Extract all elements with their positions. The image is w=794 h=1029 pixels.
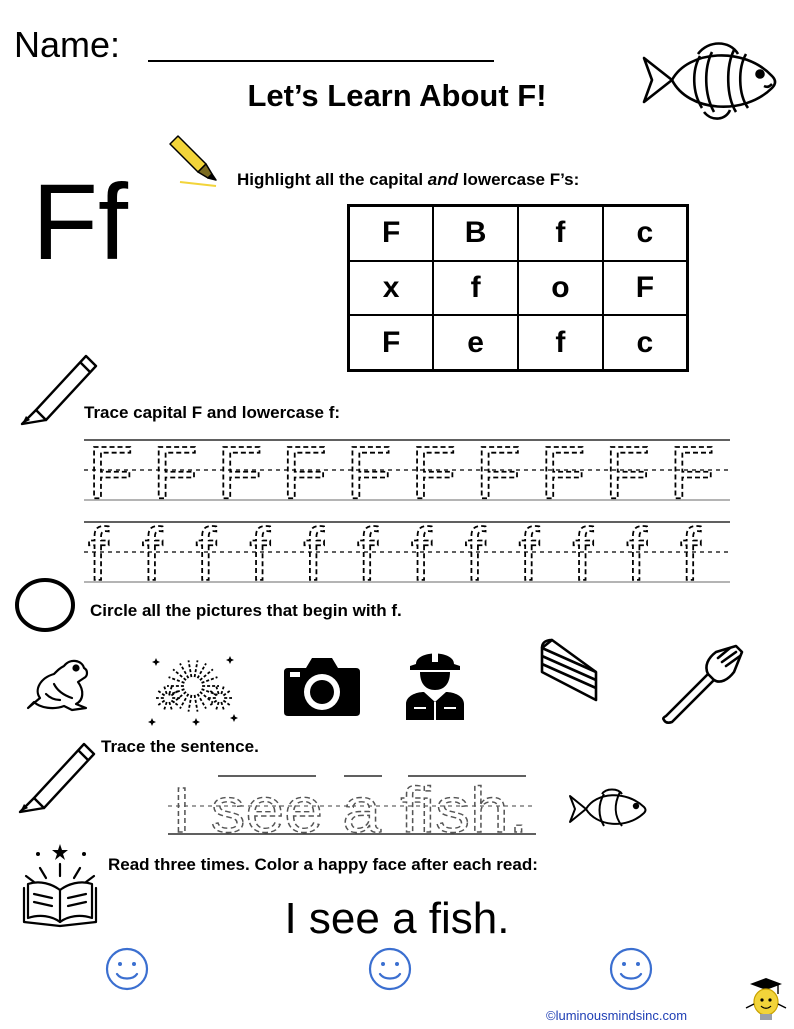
tracing-letter[interactable]: F [152, 431, 198, 514]
firework-ray [169, 687, 171, 694]
firework-ray [195, 695, 198, 712]
circle-instruction: Circle all the pictures that begin with f. [90, 601, 402, 620]
tracing-letter[interactable]: f [680, 513, 701, 596]
name-label: Name: [14, 24, 121, 65]
firework-ray [188, 660, 191, 677]
pencil-icon [14, 734, 100, 814]
grid-cell[interactable]: c [603, 315, 688, 370]
firework-ray [210, 700, 216, 705]
tracing-letter[interactable]: f [195, 513, 217, 596]
cake-icon[interactable] [536, 638, 600, 702]
small-fish-icon [566, 784, 648, 834]
fork-icon[interactable] [656, 644, 746, 728]
trace-sentence-instruction: Trace the sentence. [101, 737, 259, 756]
tracing-letter[interactable]: f [303, 513, 324, 596]
tracing-letter[interactable]: f [357, 513, 378, 596]
grid-cell[interactable]: x [349, 261, 434, 316]
firework-ray [171, 700, 177, 705]
highlighter-icon [164, 134, 220, 190]
tracing-letter[interactable]: F [411, 431, 457, 514]
tracing-letter[interactable]: F [669, 431, 715, 514]
tracing-letter[interactable]: f [626, 513, 647, 596]
grid-cell[interactable]: F [349, 315, 434, 370]
traceable-sentence[interactable] [168, 766, 540, 846]
circle-icon [14, 576, 78, 634]
tracing-letter[interactable]: F [604, 431, 651, 514]
sparkle [148, 718, 156, 726]
grid-cell[interactable]: f [518, 315, 603, 370]
grid-cell[interactable]: f [518, 206, 603, 261]
fish-icon [636, 36, 784, 124]
firework-ray [169, 702, 171, 709]
lightbulb-mascot-icon [742, 978, 786, 1024]
happy-face-icon[interactable] [367, 946, 413, 992]
firework-ray [223, 700, 229, 705]
sparkle [152, 658, 160, 666]
firework-ray [223, 691, 229, 696]
sparkle [230, 714, 238, 722]
grid-cell[interactable]: c [603, 206, 688, 261]
capital-f-tracing-row[interactable] [84, 431, 730, 514]
sparkle [226, 656, 234, 664]
firework-ray [158, 691, 164, 696]
grid-cell[interactable]: F [349, 206, 434, 261]
sparkle [192, 718, 200, 726]
firework-ray [164, 687, 166, 694]
firework-ray [164, 702, 166, 709]
footer-copyright[interactable]: ©luminousmindsinc.com [546, 1008, 688, 1023]
tracing-letter[interactable]: f [518, 513, 540, 596]
tracing-letter[interactable]: f [411, 513, 432, 596]
read-instruction: Read three times. Color a happy face after each read: [108, 855, 538, 874]
firework-ray [169, 677, 185, 683]
firework-ray [221, 687, 223, 694]
grid-row [349, 315, 688, 370]
happy-face-icon[interactable] [104, 946, 150, 992]
firework-ray [158, 700, 164, 705]
letter-display: Ff [32, 161, 128, 282]
firework-ray [188, 695, 191, 712]
grid-row [349, 261, 688, 316]
firework-ray [216, 687, 218, 694]
trace-letters-instruction: Trace capital F and lowercase f: [84, 403, 341, 422]
tracing-letter[interactable]: F [540, 431, 586, 514]
highlight-instruction: Highlight all the capital and lowercase F’s: [237, 170, 580, 189]
page-title: Let’s Learn About F! [247, 78, 547, 113]
grid-cell[interactable]: e [433, 315, 518, 370]
firework-ray [202, 677, 218, 683]
firefighter-icon[interactable] [402, 644, 468, 720]
read-sentence: I see a fish. [284, 894, 510, 943]
tracing-letter[interactable]: F [281, 431, 328, 514]
tracing-letter[interactable]: f [572, 513, 594, 596]
grid-cell[interactable]: f [433, 261, 518, 316]
firework-ray [195, 660, 198, 677]
firework-ray [216, 702, 218, 709]
tracing-letter[interactable]: F [346, 431, 392, 514]
grid-cell[interactable]: B [433, 206, 518, 261]
sentence-trace-text: I see a fish. [172, 774, 528, 846]
tracing-letter[interactable]: F [88, 431, 134, 514]
grid-cell[interactable]: F [603, 261, 688, 316]
grid-row [349, 206, 688, 261]
firework-ray [221, 702, 223, 709]
tracing-letter[interactable]: f [464, 513, 486, 596]
lowercase-f-tracing-row[interactable] [84, 513, 730, 596]
happy-face-icon[interactable] [608, 946, 654, 992]
fireworks-icon[interactable] [146, 652, 240, 726]
tracing-letter[interactable]: f [141, 513, 163, 596]
tracing-letter[interactable]: F [217, 431, 263, 514]
letter-grid [347, 204, 689, 372]
camera-icon[interactable] [282, 656, 362, 718]
tracing-letter[interactable]: f [249, 513, 271, 596]
grid-cell[interactable]: o [518, 261, 603, 316]
tracing-letter[interactable]: f [88, 513, 109, 596]
frog-icon[interactable] [24, 654, 96, 714]
tracing-letter[interactable]: F [475, 431, 521, 514]
name-blank-line[interactable] [148, 60, 494, 62]
